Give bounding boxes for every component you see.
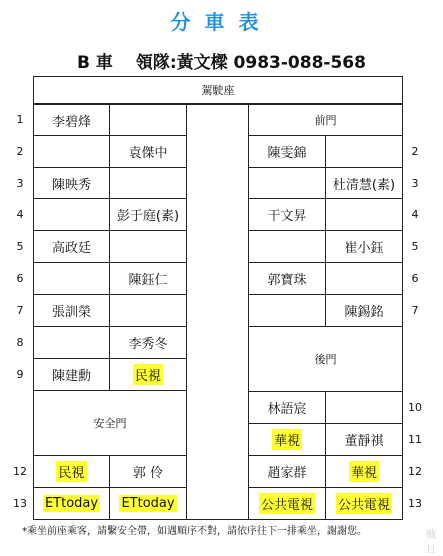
row-number-left: 9 [16, 368, 24, 381]
seat-r2-l1 [33, 135, 110, 168]
seat-r12-r2 [325, 455, 403, 488]
seat-r4-r2 [325, 198, 403, 231]
page-title: 分車表 [170, 10, 273, 34]
row-number-right: 5 [411, 240, 419, 253]
seat-r6-r2 [325, 262, 403, 295]
seat-r5-r1 [248, 230, 326, 263]
seat-label-r12-r2: 華視 [349, 461, 379, 482]
footer-note: *乘坐前座乘客，請繫安全帶，如遇順序不對，請依序往下一排乘坐，謝謝您。 [22, 526, 367, 537]
seat-r3-l2 [109, 167, 187, 199]
seat-r6-r1: 郭寶珠 [248, 262, 326, 295]
seat-r5-r2: 崔小鈺 [325, 230, 403, 263]
row-number-right: 10 [408, 401, 422, 414]
seat-label-r11-r1: 華視 [272, 429, 302, 450]
seat-r3-r2: 杜清慧(素) [325, 167, 403, 199]
seat-r2-r2 [325, 135, 403, 168]
row-number-right: 13 [408, 497, 422, 510]
row-number-left: 1 [16, 113, 24, 126]
seat-r6-l1 [33, 262, 110, 295]
row-number-right: 4 [411, 208, 419, 221]
seat-label-r12-l1: 民視 [56, 461, 86, 482]
seat-r12-l2: 郭 伶 [109, 455, 187, 488]
rear-door: 後門 [248, 326, 403, 392]
row-number-left: 12 [13, 465, 27, 478]
seat-r13-l2 [109, 487, 187, 520]
row-number-right: 3 [411, 177, 419, 190]
seat-label-r13-r2: 公共電視 [336, 493, 392, 514]
seat-label-r13-l1: ETtoday [44, 496, 99, 511]
bus-leader-info: B 車 領隊:黃文樑 0983-088-568 [77, 53, 366, 73]
seat-r8-l1 [33, 326, 110, 359]
seat-r4-r1: 干文昇 [248, 198, 326, 231]
seat-r1-l1: 李碧烽 [33, 104, 110, 136]
aisle [186, 104, 249, 520]
seat-r7-l2 [109, 294, 187, 327]
seat-r10-r1: 林語宸 [248, 391, 326, 424]
seat-r9-l2 [109, 358, 187, 391]
row-number-left: 3 [16, 177, 24, 190]
front-door: 前門 [248, 104, 403, 136]
driver-seat: 駕駛座 [33, 76, 403, 104]
seat-r1-l2 [109, 104, 187, 136]
seat-label-r9-l2: 民視 [133, 364, 163, 385]
watermark-logo: 戦旦 [426, 530, 436, 556]
seat-r2-r1: 陳雯錦 [248, 135, 326, 168]
row-number-left: 7 [16, 304, 24, 317]
row-number-right: 2 [411, 145, 419, 158]
seat-r6-l2: 陳鈺仁 [109, 262, 187, 295]
seat-r3-l1: 陳映秀 [33, 167, 110, 199]
row-number-right: 12 [408, 465, 422, 478]
row-number-left: 8 [16, 336, 24, 349]
seat-r4-l1 [33, 198, 110, 231]
seat-r2-l2: 袁傑中 [109, 135, 187, 168]
seat-r12-r1: 趙家群 [248, 455, 326, 488]
seat-r13-r1 [248, 487, 326, 520]
row-number-left: 2 [16, 145, 24, 158]
seat-r7-r2: 陳錫銘 [325, 294, 403, 327]
seat-r7-l1: 張訓榮 [33, 294, 110, 327]
seat-r11-r2: 董靜祺 [325, 423, 403, 456]
row-number-left: 5 [16, 240, 24, 253]
seat-r10-r2 [325, 391, 403, 424]
seat-r5-l1: 高政廷 [33, 230, 110, 263]
seat-r8-l2: 李秀冬 [109, 326, 187, 359]
seat-r13-r2 [325, 487, 403, 520]
seat-r13-l1 [33, 487, 110, 520]
seat-label-r13-l2: ETtoday [121, 496, 175, 511]
row-number-left: 13 [13, 497, 27, 510]
safety-door: 安全門 [33, 390, 187, 456]
seat-r3-r1 [248, 167, 326, 199]
seat-r11-r1 [248, 423, 326, 456]
row-number-right: 6 [411, 272, 419, 285]
seat-r9-l1: 陳建勳 [33, 358, 110, 391]
row-number-left: 6 [16, 272, 24, 285]
seat-label-r13-r1: 公共電視 [259, 493, 315, 514]
seat-r4-l2: 彭于庭(素) [109, 198, 187, 231]
seat-r12-l1 [33, 455, 110, 488]
row-number-right: 7 [411, 304, 419, 317]
seat-r5-l2 [109, 230, 187, 263]
row-number-right: 11 [408, 433, 422, 446]
seat-r7-r1 [248, 294, 326, 327]
row-number-left: 4 [16, 208, 24, 221]
